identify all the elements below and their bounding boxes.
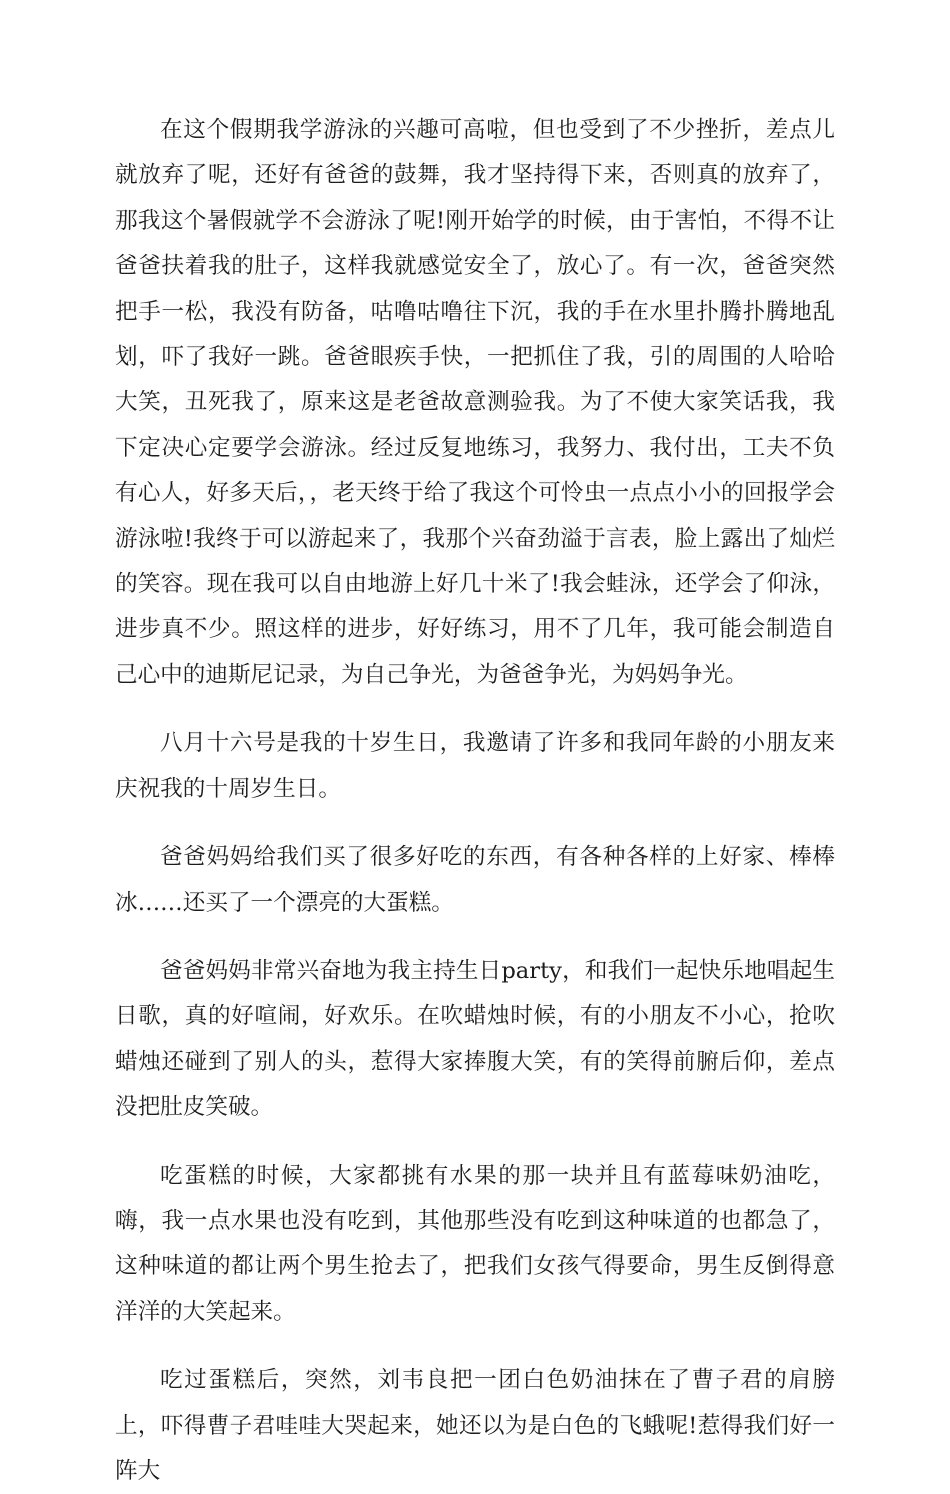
paragraph-cream: 吃过蛋糕后，突然，刘韦良把一团白色奶油抹在了曹子君的肩膀上，吓得曹子君哇哇大哭起来，她还以为是白色的飞蛾呢!惹得我们好一阵大 [115,1367,835,1484]
paragraph-swimming: 在这个假期我学游泳的兴趣可高啦，但也受到了不少挫折，差点儿就放弃了呢，还好有爸爸的鼓舞，我才坚持得下来，否则真的放弃了，那我这个暑假就学不会游泳了呢!刚开始学的时候，由于害怕，不得不让爸爸扶着我的肚子，这样我就感觉安全了，放心了。有一次，爸爸突然把手一松，我没有防备，咕噜咕噜往下沉，我的手在水里扑腾扑腾地乱划，吓了我好一跳。爸爸眼疾手快，一把抓住了我，引的周围的人哈哈大笑，丑死我了，原来这是老爸故意测验我。为了不使大家笑话我，我下定决心定要学会游泳。经过反复地练习，我努力、我付出，工夫不负有心人，好多天后，，老天终于给了我这个可怜虫一点点小小的回报学会游泳啦!我终于可以游起来了，我那个兴奋劲溢于言表，脸上露出了灿烂的笑容。现在我可以自由地游上好几十米了!我会蛙泳，还学会了仰泳，进步真不少。照这样的进步，好好练习，用不了几年，我可能会制造自己心中的迪斯尼记录，为自己争光，为爸爸争光，为妈妈争光。 [115,117,835,688]
paragraph-cake: 吃蛋糕的时候，大家都挑有水果的那一块并且有蓝莓味奶油吃，嗨，我一点水果也没有吃到，其他那些没有吃到这种味道的也都急了，这种味道的都让两个男生抢去了，把我们女孩气得要命，男生反倒得意洋洋的大笑起来。 [115,1162,835,1325]
paragraph-party: 爸爸妈妈非常兴奋地为我主持生日party，和我们一起快乐地唱起生日歌，真的好喧闹，好欢乐。在吹蜡烛时候，有的小朋友不小心，抢吹蜡烛还碰到了别人的头，惹得大家捧腹大笑，有的笑得前腑后仰，差点没把肚皮笑破。 [115,957,835,1121]
paragraph-food: 爸爸妈妈给我们买了很多好吃的东西，有各种各样的上好家、棒棒冰……还买了一个漂亮的大蛋糕。 [115,844,835,916]
paragraph-birthday-intro: 八月十六号是我的十岁生日，我邀请了许多和我同年龄的小朋友来庆祝我的十周岁生日。 [115,730,835,802]
document-body [115,108,835,1494]
